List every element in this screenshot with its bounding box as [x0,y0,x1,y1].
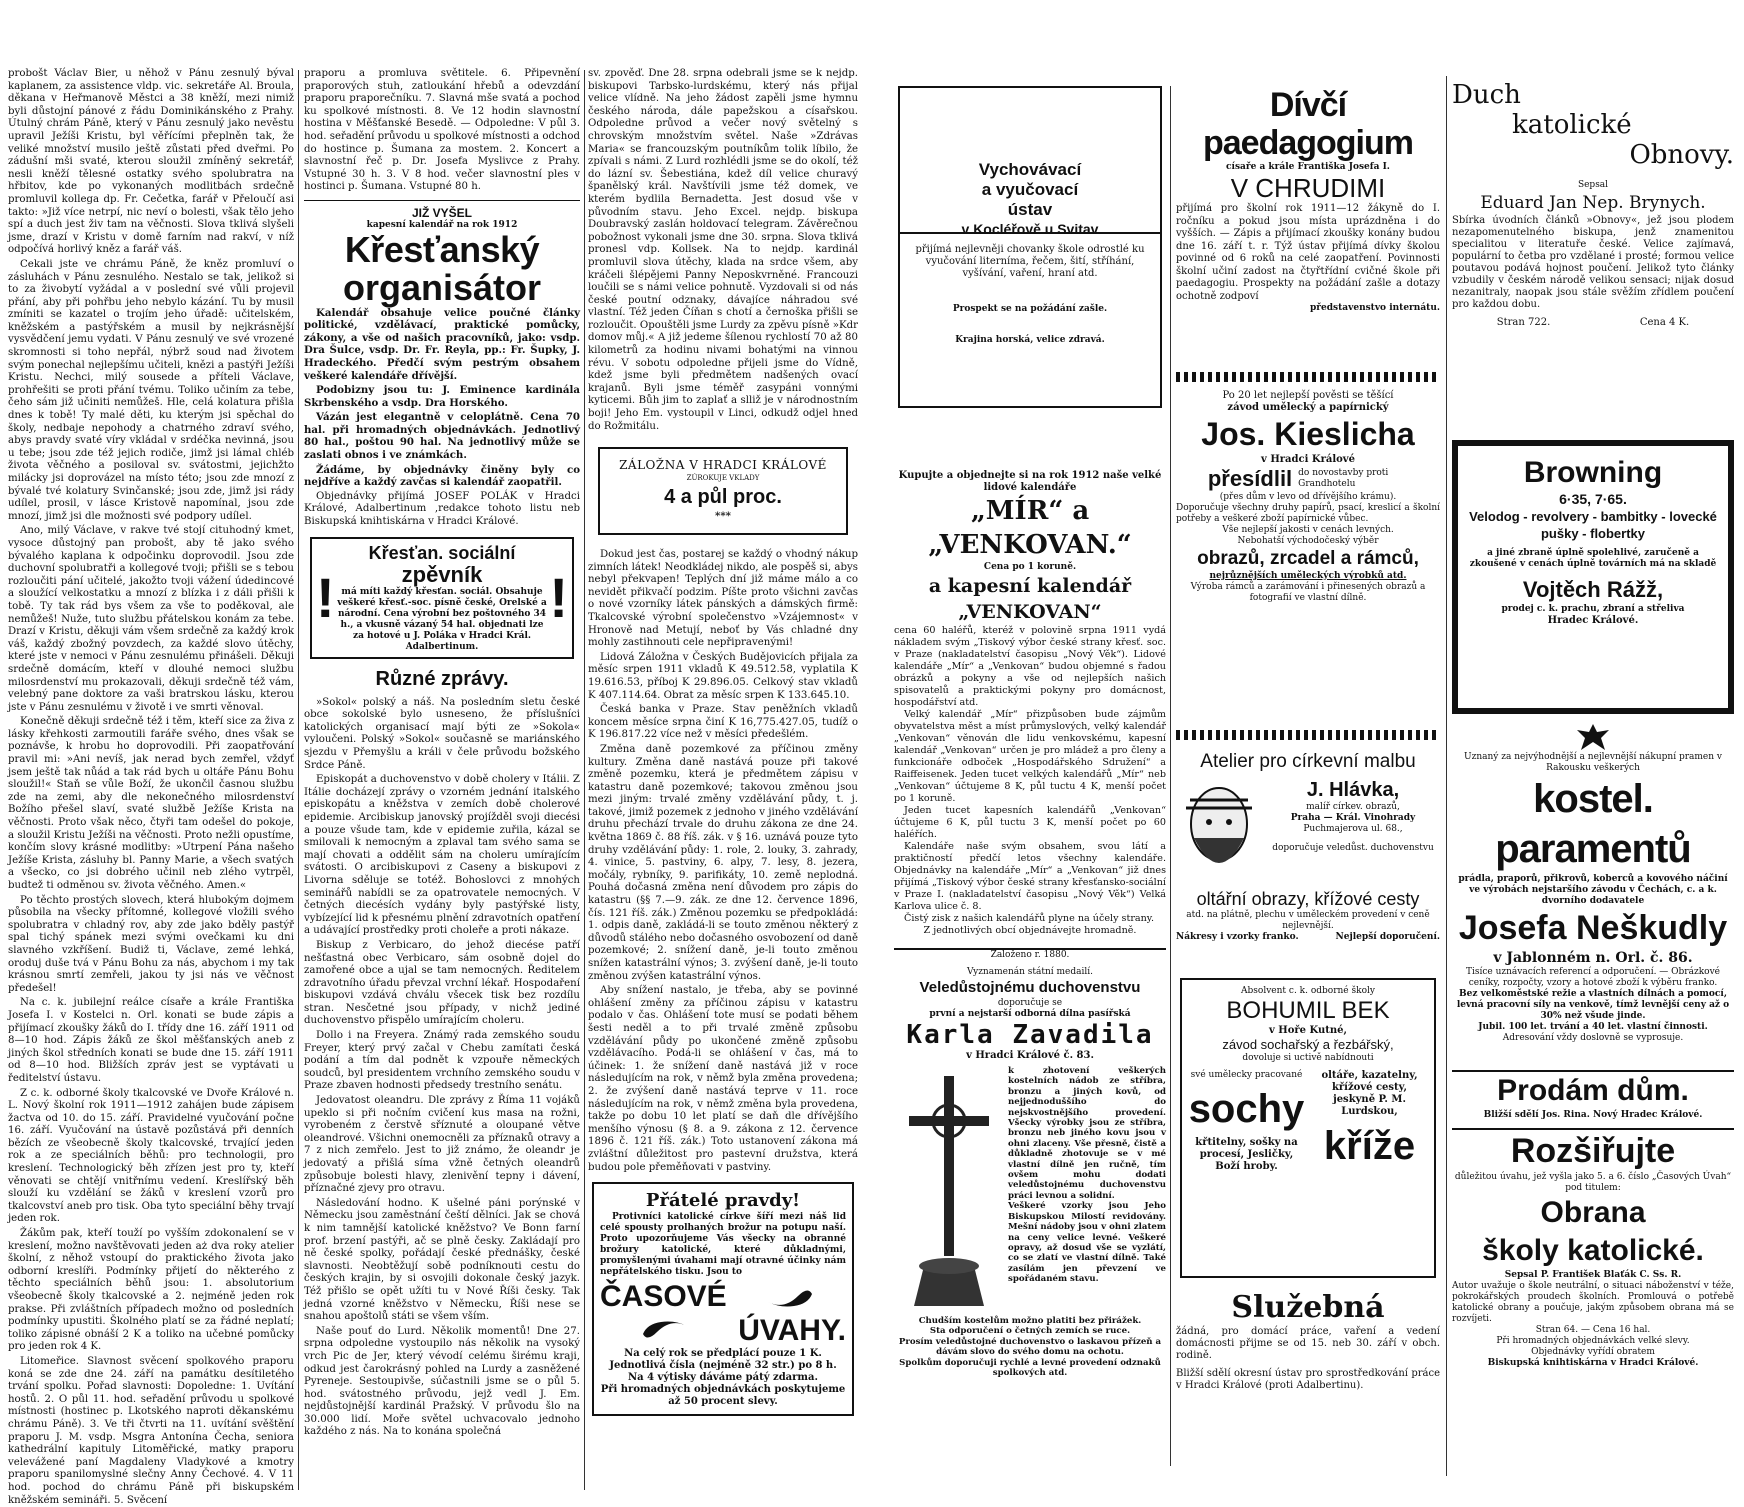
ad-title: Přátelé pravdy! [645,1190,801,1212]
ad-list: křtitelny, sošky na procesí, Jesličky, Boží hroby. [1195,1137,1298,1172]
ad-text: Vázán jest elegantně v celoplátně. Cena 70 hal. při hromadných objednávkách. Jednotlivý 80 hal., poštou 90 hal. Na jednotlivý může se zaslati obnos i ve známkách. [304,411,580,462]
ad-type: závod sochařský a řezbářský, [1222,1037,1394,1052]
ad-title: ZÁLOŽNA V HRADCI KRÁLOVÉ [619,458,827,473]
zalozna-ad [598,447,848,535]
ad-text: první a nejstarší odborná dílna pasířská [929,1009,1131,1019]
ad-line: ústav [1007,200,1053,219]
ad-title: Rozšiřujte [1510,1132,1676,1170]
ad-text: Veškeré vzorky jsou Jeho Biskupskou Milostí revidovány. Mešní nádoby jsou v ohni zlatem na ceny velice levné. Veškeré opravy, až dosud vše se vyzlátí, co se zlatí ve vlastní dílně. Také zasílám jen převzení ve spořádaném stavu. [1008,1201,1166,1285]
pratele-ad [592,1182,854,1416]
ad-title: „MÍR“ a „VENKOVAN.“ [928,496,1132,560]
section-title: Různé zprávy. [375,667,509,690]
ad-year: Založeno r. 1880. [990,950,1070,960]
browning-ad [1452,440,1734,714]
ad-text: Bližší sdělí okresní ústav pro sprostředkování práce v Hradci Králové (proti Adalbertinu). [1176,1368,1440,1391]
ad-text: Čistý zisk z našich kalendářů plyne na účely strany. [904,913,1155,924]
mir-ad [894,470,1166,944]
column-rule [584,70,585,1490]
paragraph: Změna daně pozemkové za příčinou změny kultury. Změna daně nastává pouze při takové změně pozemku, která je předmětem zápisu v katastru daně pozemkové; takovou změnou jsou mezi jiným: trvalé změny vzdělávání půdy, t. j. takové, jimiž pozemek z jednoho v jiného vzdělávání druhu přechází trvale do druhu zákona ze dne 24. května 1869 č. 88 říš. zák. v § 16. uznává pouze tyto druhy vzdělávání půdy: 1. role, 2. louky, 3. zahrady, 4. vinice, 5. pastviny, 6. alpy, 7. lesy, 8. jezera, močály, rybníky, 9. parifikáty, 10. země neplodná. Pouhá dočasná změna není důvodem pro zápis do katastru (§§ 7.—9. zák. ze dne 12. července 1896, čís. 121 říš. zák.) Změnou pozemku se předpokládá: 1. odpis daně, zakládá-li se touto změnou některý z důvodů stálého nebo dočasného osvobození od daně pozemkové; 2. snížení daně, je-li touto změnou snížen katastrální výnos; 3. zvýšení daně, je-li touto změnou zvýšen katastrální výnos. [588,743,859,982]
ad-intro: Kupujte a objednejte si na rok 1912 naše velké lidové kalendáře [898,470,1162,493]
ad-text: Podobizny jsou tu: J. Eminence kardinála Skrbenského a vsdp. Dra Horského. [304,384,580,409]
sluzebna-ad [1176,1290,1440,1460]
paragraph: Jedovatost oleandru. Dle zprávy z Říma 11 vojáků upeklo si při nočním cvičení kus masa na rožni, vyrobeném z čerstvě sříznuté a oloupané větve oleandrové. Všichni onemocněli za příznaků otravy a 7 z nich zemřelo. Jest to již známo, že oleandr je jedovatý a přišlá síma vžně četných oleandrů způsobuje bolesti hlavy, zlenivění tepny i dávení, příznačné zjevy pro otravu. [304,1095,580,1195]
ad-city: Praha — Král. Vinohrady [1290,813,1416,823]
vychovavaci-ad-body [898,234,1162,408]
ad-sochy: sochy [1188,1087,1305,1131]
neskudly-ad [1452,722,1734,1064]
ad-text: (přes dům v levo od dřívějšího krámu). [1219,492,1397,502]
ad-trade: prodej c. k. prachu, zbraní a střeliva [1501,604,1685,614]
ad-brand: Obrana [1540,1196,1646,1229]
ad-printer: Biskupská knihtiskárna v Hradci Králové. [1487,1358,1699,1368]
ad-text: Při hromadných objednávkách poskytujeme až 50 procent slevy. [600,1384,846,1408]
exclamation-icon: ! [316,565,335,629]
ad-footer: Prosím veledůstojné duchovenstvo o laskavou přízeň a dávám slovo do svého domu na ochotu. [898,1336,1162,1358]
ad-text: prádla, praporů, přikrovů, koberců a kovového náčiní ve výrobách nejstaršího závodu v Čechách, c. a k. dvorního dodavatele [1458,874,1728,906]
ad-footer: Sta odporučení o četných zemích se ruce. [929,1326,1131,1337]
column-2 [304,68,580,1498]
ad-headline: JIŽ VYŠEL [411,205,473,220]
ad-title: Atelier pro církevní malbu [1200,751,1416,772]
ad-krize: kříže [1323,1124,1416,1168]
column-rule [298,70,299,1490]
ad-name: J. Hlávka, [1306,779,1400,801]
ad-title: Browning [1523,456,1663,489]
paragraph: Litomeřice. Slavnost svěcení spolkového praporu koná se zde dne 24. září na památku desítiletého trvání spolku. Pořad slavnosti: Dopoledne: 1. Uvítání hostů. 2. O půl 11. hod. seřadění průvodu u spolkové místnosti (hostinec p. Lkotského naproti děkanskému chrámu Páně). 3. Ve tři čtvrti na 11. uvítání svěštění praporu J. M. vsdp. Msgra Antonína Čecha, seniora kathedrální kapituly Litoměřické, matky praporu velevážené paní Magdaleny Vladykové a kmotry praporu spanilomyslné slečny Anny Čechové. 4. V 11 hod. pochod do chrámu Páně při biskupském kněžském semináři. 5. Svěcení [8,1355,294,1506]
ornament-border [1176,730,1440,740]
ad-author: Eduard Jan Nep. Brynych. [1480,193,1706,213]
ad-text: Na celý rok se předplácí pouze 1 K. Jednotlivá čísla (nejméně 32 str.) po 8 h. [609,1348,837,1372]
ad-pocket: a kapesní kalendář „VENKOVAN“ [928,575,1132,623]
ad-note: Nejlepší doporučení. [1335,932,1440,942]
ad-footer: Chudším kostelům možno platiti bez přirážek. [918,1316,1142,1326]
ad-title: Prodám dům. [1497,1074,1689,1107]
paragraph: »Sokol« polský a náš. Na posledním sletu české obce sokolské bylo usneseno, že příslušníci katolických organisací mají býti ze »Sokola« vyloučeni. Polský »Sokol« současně se mariánského sjezdu v Přemyšlu a králi v čele průvodu božského Srdce Páně. [304,696,580,771]
paragraph: Dollo i na Freyera. Známý rada zemského soudu Freyer, který prvý začal v Chebu zamítati česká podání a tím dal podnět k vzpouře německých soudců, byl presidentem vrchního zemského soudu v Praze zbaven hodnosti předsedy trestního senátu. [304,1030,580,1092]
ad-intro: Uznaný za nejvýhodnější a nejlevnější nákupní pramen v Rakousku veškerých [1464,752,1722,773]
ad-city: v Jablonném n. Orl. č. 86. [1493,950,1693,966]
ornament-border [1176,372,1440,382]
paragraph: Česká banka v Praze. Stav peněžních vkladů koncem měsíce srpna činí K 16,775.427.05, tudíž o K 196.817.22 více než v měsíci předešlém. [588,704,858,741]
christ-head-icon [1176,778,1262,888]
swash-icon [641,1318,691,1344]
ad-sub: císaře a krále Františka Josefa I. [1226,162,1390,172]
paragraph: Naše pouť do Lurd. Několik momentů! Dne 27. srpna odpoledne vystoupilo nás několik na vysoký vrch Pic de Jer, který vévodí celému širému kraji, odkud jest čarokrásný pohled na Lurdy a zasněžené Pyreneje. Sestoupivše, súčastnili jsme se o půl 5. hod. svátostného průvodu, jejž vedl J. Em. nejdůstojnější kardinál Pražský. V průvodu šlo na 30.000 lidí. Moře světel uchvacovalo jednoho každého z nás. Na to konána společná [304,1325,580,1438]
ad-name: Jos. Kieslicha [1201,416,1415,452]
ad-text: Nebohatší východočeský výběr [1237,536,1379,546]
column-rule [1446,76,1447,1476]
ad-order: Objednávky vyřídí obratem [1531,1347,1655,1357]
paragraph: sv. zpověď. Dne 28. srpna odebrali jsme se k nejdp. biskupovi Tarbsko-lurdskému, který nás přijal velice vlídně. Na jeho žádost zapěli jsme hymnu českého národa, dále papežskou a císařskou. Odpoledne průvod a večer nový světelný s chrovským množstvím světel. Naše »Zdrávas Maria« se francouzským poutníkům tolik líbilo, že zpívali s námi. Z Lurd rozhlédli jsme se do okolí, též do lázní sv. Šebestiána, kdež díl velice churavý španělský král. Navštívili jsme též domek, ve kterém bydlila Bernadetta. Jest dosud vše v původním stavu. Jeho Excel. nejdp. biskupa Doubravský zaslán holdovací telegram. Závěrečnou pobožnost vykonali jsme dne 30. srpna. Slova tklivá pronesl vdp. Kollsek. Na to nejdp. kardinál promluvil slova útěchy, klada na srdce všem, aby kráčeli šlépějemi Panny Neposkvrněné. Francouzi loučili se s námi velice pohnutě. Vyzdovali si od nás české poutní odznaky, dávajíce náhradou své vlastní. Též jeden Číňan s chotí a černoška přišli se rozloučit. Opouštěli jsme Lurdy za zpěvu písně »Kdr domov můj.« A již jedeme šílenou rychlostí 70 až 80 kilometrů za hodinu nivami bohatými na vinnou révu. V sobotu odpoledne přijeli jsme do Vídně, kdež jsme byli předmětem nadšených ovací krajanů. Byli jsme téměř zasypáni vonnými kyticemi. Bůh jim to zaplať a slliž je v národnostním boji! Jeho Em. vystoupil v Linci, odkudž odjel hned do Rožmitálu. [588,68,858,432]
ad-name: Josefa Neškudly [1458,909,1728,947]
ad-title: organisátor [342,266,542,308]
paragraph: probošt Václav Bier, u něhož v Pánu zesnulý býval kaplanem, za assistence vldp. vic. sekretáře Al. Broula, děkana v Heřmanově Městci a 38 kněží, mezi nimiž byli důstojní pánové z řádu Dominikánského z Prahy. Útulný chrám Páně, který v Pánu zesnulý jako nevěstu upravil Ježíši Kristu, byl věřícími přeplněn tak, že veliké množství musilo ještě zůstati před dveřmi. Po zádušní mši svaté, kterou sloužil zmíněný sekretář, nesli kněží tělesné ostatky svého spolubratra na hřbitov, kde po vykonaných modlitbách srdečně promluvil kollega dp. Fr. Cečetka, farář v Přeloučí asi takto: »Již více netrpí, nic neví o bolesti, však tělo jeho spí a duch jest živ tam na věčnosti. Slova tklivá slyšeli jsme, drazí v Kristu v domě farním nad rakví, v níž odpočívá horlivý kněz a farář váš. [8,68,294,256]
paragraph: Z c. k. odborné školy tkalcovské ve Dvoře Králové n. L. Nový školní rok 1911—1912 zahájen bude zápisem žactva od 10. do 15. září. Pravidelné vyučování počne 16. září. Vyučování na ústavě pozůstává při denních bězích ze všeobecně školy tkalcovské, trvající jeden rok a ze speciálních běhů: pro technologii, pro kreslení. Technologický běh zřízen jest pro ty, kteří věnovati se chtějí vnitřnímu vedení. Kreslířský běh slouží ku vzdělání se žáků v kreslení vzorů pro tkalcovství aneb pro tisk. Oba tyto speciální běhy trvají jeden rok. [8,1087,294,1225]
ad-text: Tisíce uznávacích referencí a odporučení. — Obrázkové ceníky, rozpočty, vzory a hotové zboží k výběru franko. [1465,967,1720,988]
ad-title: Křesťanský [344,228,540,270]
ad-subline: kapesní kalendář na rok 1912 [366,219,518,230]
ad-price: Cena po 1 koruně. [983,562,1077,572]
ad-note: Prospekt se na požádání zašle. [952,304,1108,314]
ad-title: Křesťan. sociální [368,542,516,563]
ad-cal: 6·35, 7·65. [1559,491,1627,507]
zpevnik-ad [310,537,574,659]
ad-title: Obnovy. [1629,140,1734,170]
ad-address: Puchmajerova ul. 68., [1303,824,1403,834]
ad-text: Jubil. 100 let. trvání a 40 let. vlastní činnosti. [1478,1022,1708,1032]
prodam-ad [1452,1070,1734,1126]
paragraph: Konečně děkuji srdečně též i těm, kteří sice za živa z lásky křehkosti zarmoutili faráře svého, dnes však se poznávše, k hrobu ho doprovodili. Při zaopatřování pravil mi: »Ani nevíš, jak nerad bych zemřel, vždyť jsem ještě tak nůád a tak rád bych u oltáře Pánu Bohu sloužil!« Staň se vůle Boží, že ukončil časnou službu zde na zemi, aby dle nekonečného milosrdenství Božího přešel slaví, svaté službě Ježíše Krista na věčnosti. Proto však něco, čtyři tam odešel do pokoje, a sloužil Kristu Ježíši na věčnosti. Proto nežli opustíme, končím slovy krásné modlitby: »Utrpení Pána našeho Ježíše Krista, zásluhy bl. Panny Marie, a všech svatých a všecko, co jsi dobrého učinil neb zlého vytrpěl, budtež ti odměnou sv. života věčného. Amen.« [8,716,294,891]
ad-text: Žádáme, by objednávky činěny byly co nejdříve a každý zavčas si kalendář zaopatřil. [304,463,580,489]
ad-text: Vše nejlepší jakosti v cenách levných. [1222,525,1394,535]
ad-rate: 4 a půl proc. [664,486,782,509]
ad-author: Sepsal P. František Blaťák C. Ss. R. [1504,1270,1682,1280]
ad-text: dovoluje si uctivě nabídnouti [1242,1053,1374,1063]
ad-text: přijímá nejlevněji chovanky škole odrostlé ku vyučování literníma, řečem, šití, stříhání, vyšívání, vaření, hraní atd. [915,244,1145,279]
crucifix-icon [894,1066,1004,1316]
ad-list: oltáře, kazatelny, křížové cesty, jeskyně P. M. Lurdskou, [1321,1070,1418,1117]
ad-title: Duch [1452,80,1521,110]
ad-text: cena 60 haléřů, kteréž v polovině srpna 1911 vydá nákladem svým „Tiskový výbor české strany křesť. soc. v Praze (nakladatelství časopisu „Nový Věk“). Lidové kalendáře „Mír“ a „Venkovan“ budou objemné s řadou obrázků a pokyny a vše od nejlepších našich spisovatelů a praktickými pokyny pro domácnost, hospodářství atd. [894,625,1166,708]
ad-text: Adresování vždy doslovně se vyprosuje. [1502,1033,1684,1043]
ad-text: k zhotovení veškerých kostelních nádob ze stříbra, bronzu a jiných kovů, od nejjednoduššího do nejskvostnějšího provedení. Všecky výrobky jsou ze stříbra, bronzu neb jiného kovu jsou v ohni zlaceny. Vše přesně, čistě a důkladně zhotovuje se v mé vlastní dílně jen ručně, tím ovšem mohu dodati veledůstojnému duchovenstvu práci levnou a solidní. [1008,1066,1166,1201]
ad-sign: představenstvo internátu. [1310,303,1440,313]
ad-medal: Vyznamenán státní medailí. [966,967,1094,977]
ad-title: Dívčí paedagogium [1202,86,1414,162]
ad-text: Na 4 výtisky dáváme pátý zdarma. [628,1372,818,1384]
ad-text: Doporučuje všechny druhy papírů, psací, kreslicí a školní potřeby a veškeré zboží papírnické vůbec. [1176,503,1440,524]
vychovavaci-ad-frame [898,86,1162,237]
paragraph: Žákům pak, kteří touží po vyšším zdokonalení se v kreslení, možno navštěvovati jeden aż dva roky atelier školní, z něhož vstoupí do praktického života jako odborní kreslíři. Podmínky přijetí do některého z těchto speciálních běhů jsou: 1. absolutorium všeobecně školy tkalcovské a 2. nejméně jeden rok prakse. Při zvláštních případech možno od posledních podmínky upustiti. Školného platí se za řádné neplatí; toliko zápisné obnáší 2 K a toliko na učebné pomůcky pro jeden rok 4 K. [8,1228,294,1353]
ad-text: doporučuje veledůst. duchovenstvu [1272,843,1434,853]
paragraph: Lidová Záložna v Českých Budějovicích přijala za měsíc srpen 1911 vkladů K 49.512.58, vyplatila K 19.616.53, příboj K 29.896.05. Celkový stav vkladů K 407.114.64. Obrat za měsíc srpen K 133.645.10. [588,651,858,701]
ad-city: v Hradci Králové č. 83. [966,1050,1094,1061]
ad-text: doporučuje se [997,998,1063,1008]
eagle-emblem-icon [1575,722,1611,752]
ad-title: Služebná [1231,1290,1385,1325]
paragraph: Dokud jest čas, postarej se každý o vhodný nákup zimních látek! Neodkládej nikdo, ale pospěš si, abys nebyl překvapen! Teplých dní již máme málo a co nevidět přikvačí podzim. Píšte proto všichni zavčas o nové vzorníky látek pánských a dámských firmě: Tkalcovské výrobní společenstvo »Vzájemnost« v Hronově nad Metují, neboť by Vás chladné dny mohly zastihnouti cele nepřipravenými! [588,549,858,649]
paragraph: Episkopát a duchovenstvo v době cholery v Itálii. Z Itálie docházejí zprávy o vzorném jednání italského episkopátu a kněžstva v zemích době cholerové epidemie. Arcibiskup janovský projížděl svoji diecési a pouze všude tam, kde v epidemie zuřila, kázal se smilovali k nemocným a zplaval tam svého sama se mají chovati a oddělit sám na choleru umírajícím svátosti. O arcibiskupovi z Caseny a biskupovi z Livorna sděluje se totéž. Bohoslovci z mnohých seminářů nabídli se za opatrovatele nemocných. V četných diecésích vydány byly pastýřské listy, vybízející lid k přesnému plnění zdravotních opatření a udávající prostředky proti choleře a proti nákaze. [304,774,580,937]
ad-text: nejrůznějších uměleckých výrobků atd. [1209,571,1407,581]
ad-moved-detail: do novostavby proti Grandhotelu [1298,468,1389,489]
ad-text: a jiné zbraně úplně spolehlivé, zaručeně a zkoušené v cenách úplně továrních má na skladě [1469,548,1717,569]
ad-line: v Kocléřově u Svitav [961,221,1099,237]
ad-text: Z jednotlivých obcí objednávejte hromadně. [923,925,1137,936]
bek-ad [1180,978,1436,1278]
ad-sub: ZÚROKUJE VKLADY [686,473,760,482]
hlavka-ad [1176,750,1440,968]
ad-text: Autor uvažuje o škole neutrální, o situaci náboženství v téže, pokrokářských proudech školních. Promlouvá o potřebě katolické obrany a poučuje, jakým způsobem obrana má se rozvíjeti. [1452,1281,1734,1324]
ad-note: Krajina horská, velice zdravá. [955,335,1105,345]
ad-text: má míti každý křesťan. sociál. Obsahuje veškeré křesť.-soc. písně české, Orelské a národní. Cena výrobní bez poštovného 34 h., a vkusně vázaný 54 hal. objednati lze za hotové u J. Poláka v Hradci Král. Adalbertinum. [337,586,547,652]
ad-text: své umělecky pracované [1190,1070,1303,1080]
duch-ad [1452,80,1734,430]
kieslich-ad [1176,390,1440,720]
ad-text: důležitou úvahu, jež vyšla jako 5. a 6. číslo „Časových Úvah“ pod titulem: [1454,1172,1732,1193]
ad-note: Nákresy i vzorky franko. [1176,932,1299,942]
column-rule [1170,86,1171,1466]
ad-brand: školy katolické. [1482,1234,1704,1267]
exclamation-icon: ! [549,565,568,629]
ad-headline: kostel. paramentů [1495,777,1691,871]
obrana-ad [1452,1128,1734,1470]
paragraph: Ano, milý Václave, v rakve tvé stojí cituhodný kmet, vysoce důstojný pan probošt, aby tě jako svého bývalého kaplana k odpočinku doprovodil. Jsou zde duchovní spolubratři a kollegové tvoji; přišli se s tebou rozloučiti pání učitelé, jakožto tvoji vážení údedincové a sloužící velkostatku a mnozí z blízka i z dáli přišli k tobě. Ty tak rád bys všem za vše to poděkoval, ale nemůžeš! Nuže, tuto službu přátelskou konám za tebe. Drazí v Kristu, děkuji vám všem srdečně za každý krok váš, každý zbožný povzdech, za každé slovo útěchy, které jste v nemoci v Pánu zesnulému přinášeli. Děkuji srdečně domácím, kteří v dlouhé nemoci službu milosrdenství mu prokazovali, děkuji srdečně též vám, velebný pane doktore za vaši bratrskou lásku, kterou jste v Pánu zesnulému v životě i ve smrti věnoval. [8,525,294,713]
ad-stars: *** [715,510,731,523]
ad-title: zpěvník [401,561,483,587]
ad-name: Karla Zavadila [906,1020,1154,1050]
ad-products: oltářní obrazy, křížové cesty [1196,889,1420,909]
column-3 [588,68,858,1498]
ad-text: Výroba rámců a zarámování i přinesených obrazů a fotografií ve vlastní dílně. [1190,582,1426,603]
paragraph: Na c. k. jubilejní reálce císaře a krále Františka Josefa I. v Kostelci n. Orl. konati se bude zápis a přijímací zkoušky žáků do I. třídy dne 16. září 1911 od 8—10 hod. Zápis žáků ze škol měšťanských aneb z jiných škol středních konati se bude dne 15. září 1911 od 8—10 hod. Bližších zpráv jest se vyptávati u ředitelství ústavu. [8,997,294,1084]
ad-brand: ČASOVÉ [600,1280,727,1314]
ad-title: katolické [1512,110,1632,140]
paragraph: praporu a promluva světitele. 6. Připevnění praporových stuh, zatloukání hřebů a odevzdání praporu praporečníku. 7. Slavná mše svatá a pochod ku spolkové místnosti. 8. Ve 12 hodin slavnostní hostina v Měšťanské Besedě. — Odpoledne: V půl 3. hod. seřadění průvodu u spolkové místnosti a odchod do hostince p. Šumana za mostem. 2. Koncert a slavnostní řeč p. Dr. Josefa Myslivce z Prahy. Vstupné 30 h. 3. V 8 hod. večer slavnostní ples v hostinci p. Šumana. Vstupné 80 h. [304,68,580,193]
ad-text: Sbírka úvodních článků »Obnovy«, jež jsou plodem nezapomenutelného biskupa, jenž znamenitou specialitou v literatuře české. Velice zajímavá, populární to četba pro vzdělané i prosté; formou velice poutavou podává hojnost poučení. Jelikož tyto články vzbudily v českém národě velikou sensaci; nijak dosud nezanitraly, naopak jsou stále svěžím zřídlem poučení pro každou dobu. [1452,215,1734,310]
ad-footer: Spolkům doporučuji rychlé a levné provedení odznaků spolkových atd. [899,1357,1161,1379]
ad-city: v Hoře Kutné, [1269,1025,1347,1036]
ad-pages: Stran 64. — Cena 16 hal. [1535,1325,1651,1335]
zavadil-ad [894,948,1166,1460]
ad-text: Objednávky přijímá JOSEF POLÁK v Hradci Králové, Adalbertinum ,redakce tohoto listu neb Biskupská knihtiskárna v Hradci Králové. [304,490,580,528]
ad-text: přijímá pro školní rok 1911—12 žákyně do I. ročníku a pokud jsou místa uprázdněna i do vyšších. — Zápis a přijímací zkoušky konány budou dne 16. září t. r. Týž ústav přijímá dívky školou povinné od 6 roků na celé zaopatření. Povinnosti školní učiní zadost na čtyřtřídní cvičné škole při paedagogiu. Prospekty na požádání zašle a dotazy ochotně zodpoví [1176,203,1440,302]
kalendar-ad [304,207,580,529]
ad-disc: Při hromadných objednávkách velké slevy. [1496,1336,1690,1346]
ad-items: Velodog - revolvery - bambitky - lovecké pušky - flobertky [1469,509,1717,541]
ad-text: Bližší sdělí Jos. Rina. Nový Hradec Králové. [1483,1110,1703,1120]
ad-city: Hradec Králové. [1547,615,1639,626]
ad-city: v Hradci Králové [1261,454,1355,465]
paragraph: Následování hodno. K ušelné páni porýnské v Německu jsou zaměstnání čeští dělníci. Jak se chová k nim tamnější katolické kněžstvo? Ve Bonn farní prof. brzení pastýři, ač se plně česky. Zakládají pro ně české spolky, pořádají české přednášky, české slavnosti. Neobtěžují sobě podníknouti cestu do českých krajin, by si osvojili dokonale český jazyk. Též přišlo se opět užíti tu v Nové Říši česky. Tak jedná vzorné kněžstvo v Německu, Říši nese se snahou apoštolů státi se všem vším. [304,1197,580,1323]
ad-price: Cena 4 K. [1639,317,1690,328]
ad-intro: Po 20 let nejlepší pověsti se těšící [1222,390,1394,401]
ad-text: Kalendář obsahuje velice poučné články politické, vzdělávací, praktické pomůcky, zákony, a vše od našich pracovníků, jako: vsdp. Dra Šulce, vsdp. Dr. Fr. Reyla, pp.: Fr. Šupky, J. Hradeckého. Předčí svým pestrým obsahem veškeré kalendáře dřívější. [304,306,580,382]
ad-name: BOHUMIL BEK [1226,997,1390,1024]
paragraph: Cekali jste ve chrámu Páně, že kněz promluví o zásluhách v Pánu zesnulého. Nestalo se tak, jelikož si to za živobytí vyžádal a v poslední své vůli projevil přání, aby při pohřbu jeho nebylo kázání. Tu by musil zmíniti se kazatel o trojím jeho úřadě: učitelském, kněžském a pastýřském a musil by nejkrásnější vysvědčení jemu vydati. V Pánu zesnulý ve své vrozené skromnosti si toho nepřál, nýbrž soud nad životem svým ponechal nejlepšímu učiteli, knězi a pastýři Ježíši Kristu. Nechci, milý sousede a příteli Václave, prohřešiti se proti přání tvému. Toliko učiním za tebe, čeho sám již učiniti nemůžeš. Hle, celá kolatura přišla dnes k tobě! Ty malé děti, ku kterým jsi spěchal do školy, nedbaje nepohody a chatrného zdraví svého, abys pravdy svaté víry vkládal v srdéčka nevinná, jsou u tebe; jsou zde též jejich rodiče, jimž jsi lámal chléb života věčného a posiloval sv. svátostmi, jejichžto milácky jsi doprovázel na místo této; jsou zde mnozí z bývalé tvé kolatury Svinčanské; jsou zde, jimž jsi rády udílel, prosil, v lásce Kristově napomínal, jsou zde mnozí, jimž jsi dle možnosti své podpory udílel. [8,258,294,522]
paragraph: Aby snížení nastalo, je třeba, aby se povinné ohlášení změny za příčinou zápisu v katastru podalo v čas. Ohlášení tote musí se podati během šesti neděl a to při trvalé změně způsobu vzdělávání půdy po ukončené změně způsobu vzdělávacího. Podá-li se ohlášení v čas, má to účinek: 1. že snížení daně nastává již v roce následujícím na rok, v němž byla změna provedena; 2. že zvýšení daně nastává teprve v 11. roce následujícím na rok, v němž změna byla provedena, takže po dobu 10 let platí se daň dle dřívějšího menšího výnosu (§ 8. a 9. zákona z 12. července 1896 č. 121 říš. zák.) Toto ustanovení zákona má zvláštní důležitost pro pastevní družstva, která budou pole přeměňovati v pastviny. [588,985,858,1173]
ad-moved: přesídlil [1207,466,1293,491]
ad-by: Sepsal [1577,180,1609,190]
column-1 [8,68,294,1506]
ad-city: V CHRUDIMI [1230,173,1386,203]
ad-line: Vychovávací [978,160,1082,179]
ad-text: Absolvent c. k. odborné školy [1241,986,1375,996]
ad-brand: ÚVAHY. [738,1314,846,1348]
paragraph: Po těchto prostých slovech, která hlubokým dojmem působila na všecky přítomné, kollegové vložili svého spolubratra v chladný rov, aby zde jako bděly pastýř spal tichý spánek mezi svými ovečkami ku dni slavného vzkříšení. Budiž ti, Václave, zemé lehká, oroduj duše tvá v Pánu Bohu za nás, abychom i my tak krásnou smrtí zemřeli, jakou ty jsi nás ve věčnost předešel! [8,894,294,994]
paragraph: Biskup z Verbicaro, do jehož diecése patří nešťastná obec Verbicaro, sám osobně dojel do zamořené obce a ujal se tam nemocných. Ředitelem zdravotního úřadu převzal vrchní lékař. Hospodaření biskupovi vzdává chválu všecek tisk bez rozdílu stran. Nesčetné jsou případy, v nichž jediné duchovenstvo přispělo umírajícím choleru. [304,939,580,1027]
ad-name: Vojtěch Rážž, [1522,577,1664,602]
ad-text: žádná, pro domácí práce, vaření a vedení domácnosti přijme se od 15. neb 30. září v obch. rodině. [1176,1326,1440,1361]
ad-pages: Stran 722. [1496,317,1551,328]
ad-text: Jeden tucet kapesních kalendářů „Venkovan“ účtujeme 6 K, půl tuctu 3 K, menší počet po 60 haléřích. [894,805,1166,840]
ad-title: Veledůstojnému duchovenstvu [919,979,1141,996]
ad-line: a vyučovací [981,180,1079,199]
ad-text: Bez velkoměstské režie a vlastních dílnách a pomocí, levná pracovní síly na venkově, tímž levnější ceny až o 30% než všude jinde. [1456,989,1730,1021]
ad-text: obrazů, zrcadel a rámců, [1197,548,1419,569]
divci-ad [1176,86,1440,366]
ad-text: Kalendáře naše svým obsahem, svou látí a praktičností předčí letos všechny kalendáře. Objednávky na kalendáře „Mír“ a „Venkovan“ již dnes přijímá „Tiskový výbor české strany křesťansko-sociální v Praze I. (nakladatelství časopisu „Nový Věk“) Velká Karlova ulice č. 8. [894,841,1166,912]
ad-text: Protivníci katolické církve šíří mezi náš lid celé spousty prolhaných brožur na potupu naší. Proto upozorňujeme Vás všecky na obranné brožury katolické, které důkladnými, promyšlenými úvahami mají otravné účinky nám nepřátelského tisku. Jsou to [600,1212,846,1278]
ad-role: malíř církev. obrazů, [1306,802,1400,812]
ad-text: Velký kalendář „Mír“ přizpůsoben bude zájmům obyvatelstva měst a míst průmyslových, velký kalendář „Venkovan“ věnován dle lidu venkovskému, kapesní kalendář „Venkovan“ určen je pro mládež a pro členy a funkcionáře odboček „Hospodářského Sdružení“ a Raiffeisenek. Jeden tucet velkých kalendářů „Mír“ neb „Venkovan“ účtujeme 8 K, půl tuctu 4 K, menší počet po 1 koruně. [894,709,1166,804]
ad-type: závod umělecký a papírnický [1227,402,1389,413]
swash-icon [764,1284,814,1310]
ad-text: atd. na plátně, plechu v uměleckém provedení v ceně nejlevnější. [1186,910,1430,931]
